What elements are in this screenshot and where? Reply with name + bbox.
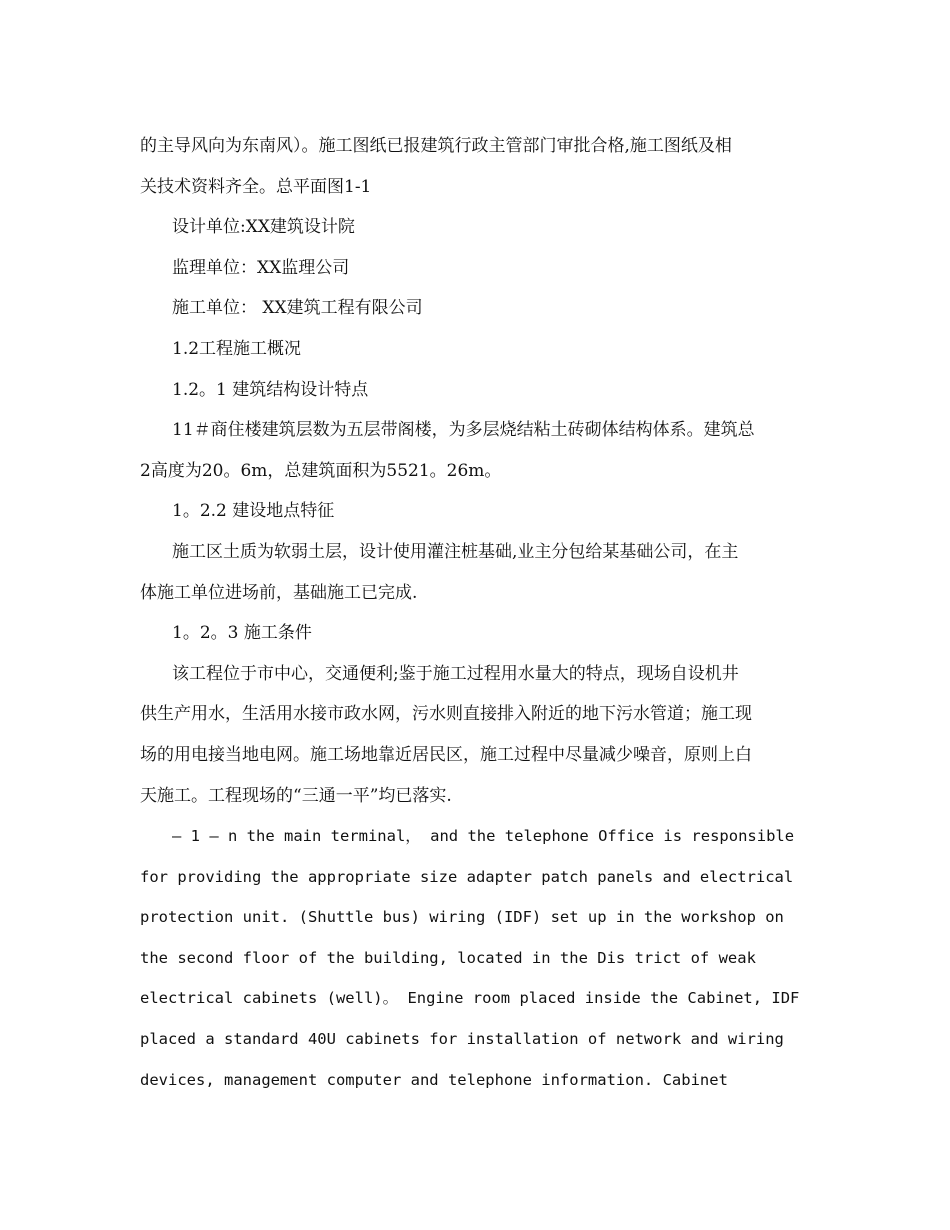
supervision-unit-line: 监理单位：XX监理公司 [172, 257, 350, 278]
paragraph-line: 天施工。工程现场的“三通一平”均已落实. [140, 785, 452, 806]
paragraph-line: 施工区土质为软弱土层，设计使用灌注桩基础,业主分包给某基础公司，在主 [172, 541, 739, 562]
english-paragraph-line: for providing the appropriate size adapter patch panels and electrical [140, 867, 794, 886]
design-unit-line: 设计单位:XX建筑设计院 [172, 217, 355, 238]
english-paragraph-line: electrical cabinets (well)。 Engine room placed inside the Cabinet, IDF [140, 989, 800, 1008]
english-paragraph-line: — 1 – n the main terminal， and the telephone Office is responsible [172, 827, 795, 846]
paragraph-line: 11＃商住楼建筑层数为五层带阁楼，为多层烧结粘土砖砌体结构体系。建筑总 [172, 420, 755, 441]
paragraph-line: 的主导风向为东南风）。施工图纸已报建筑行政主管部门审批合格,施工图纸及相 [140, 136, 732, 156]
english-paragraph-line: protection unit. (Shuttle bus) wiring (IDF) set up in the workshop on [140, 908, 784, 927]
subsection-heading: 1.2。1 建筑结构设计特点 [172, 379, 369, 400]
english-paragraph-line: the second floor of the building, located in the Dis trict of weak [140, 948, 756, 967]
english-paragraph-line: placed a standard 40U cabinets for installation of network and wiring [140, 1030, 784, 1049]
paragraph-line: 2高度为20。6m，总建筑面积为5521。26m。 [140, 460, 502, 481]
subsection-heading: 1。2。3 施工条件 [172, 623, 312, 644]
english-paragraph-line: devices, management computer and telephone information. Cabinet [140, 1070, 728, 1089]
paragraph-line: 场的用电接当地电网。施工场地靠近居民区，施工过程中尽量减少噪音，原则上白 [140, 744, 752, 765]
paragraph-line: 体施工单位进场前，基础施工已完成. [140, 582, 418, 603]
section-heading: 1.2工程施工概况 [172, 338, 302, 359]
subsection-heading: 1。2.2 建设地点特征 [172, 501, 335, 522]
paragraph-line: 该工程位于市中心，交通便利;鉴于施工过程用水量大的特点，现场自设机井 [172, 663, 739, 684]
paragraph-line: 供生产用水，生活用水接市政水网，污水则直接排入附近的地下污水管道；施工现 [140, 704, 752, 725]
document-body [140, 126, 820, 1100]
paragraph-line: 关技术资料齐全。总平面图1-1 [140, 176, 372, 197]
construction-unit-line: 施工单位： XX建筑工程有限公司 [172, 298, 423, 319]
